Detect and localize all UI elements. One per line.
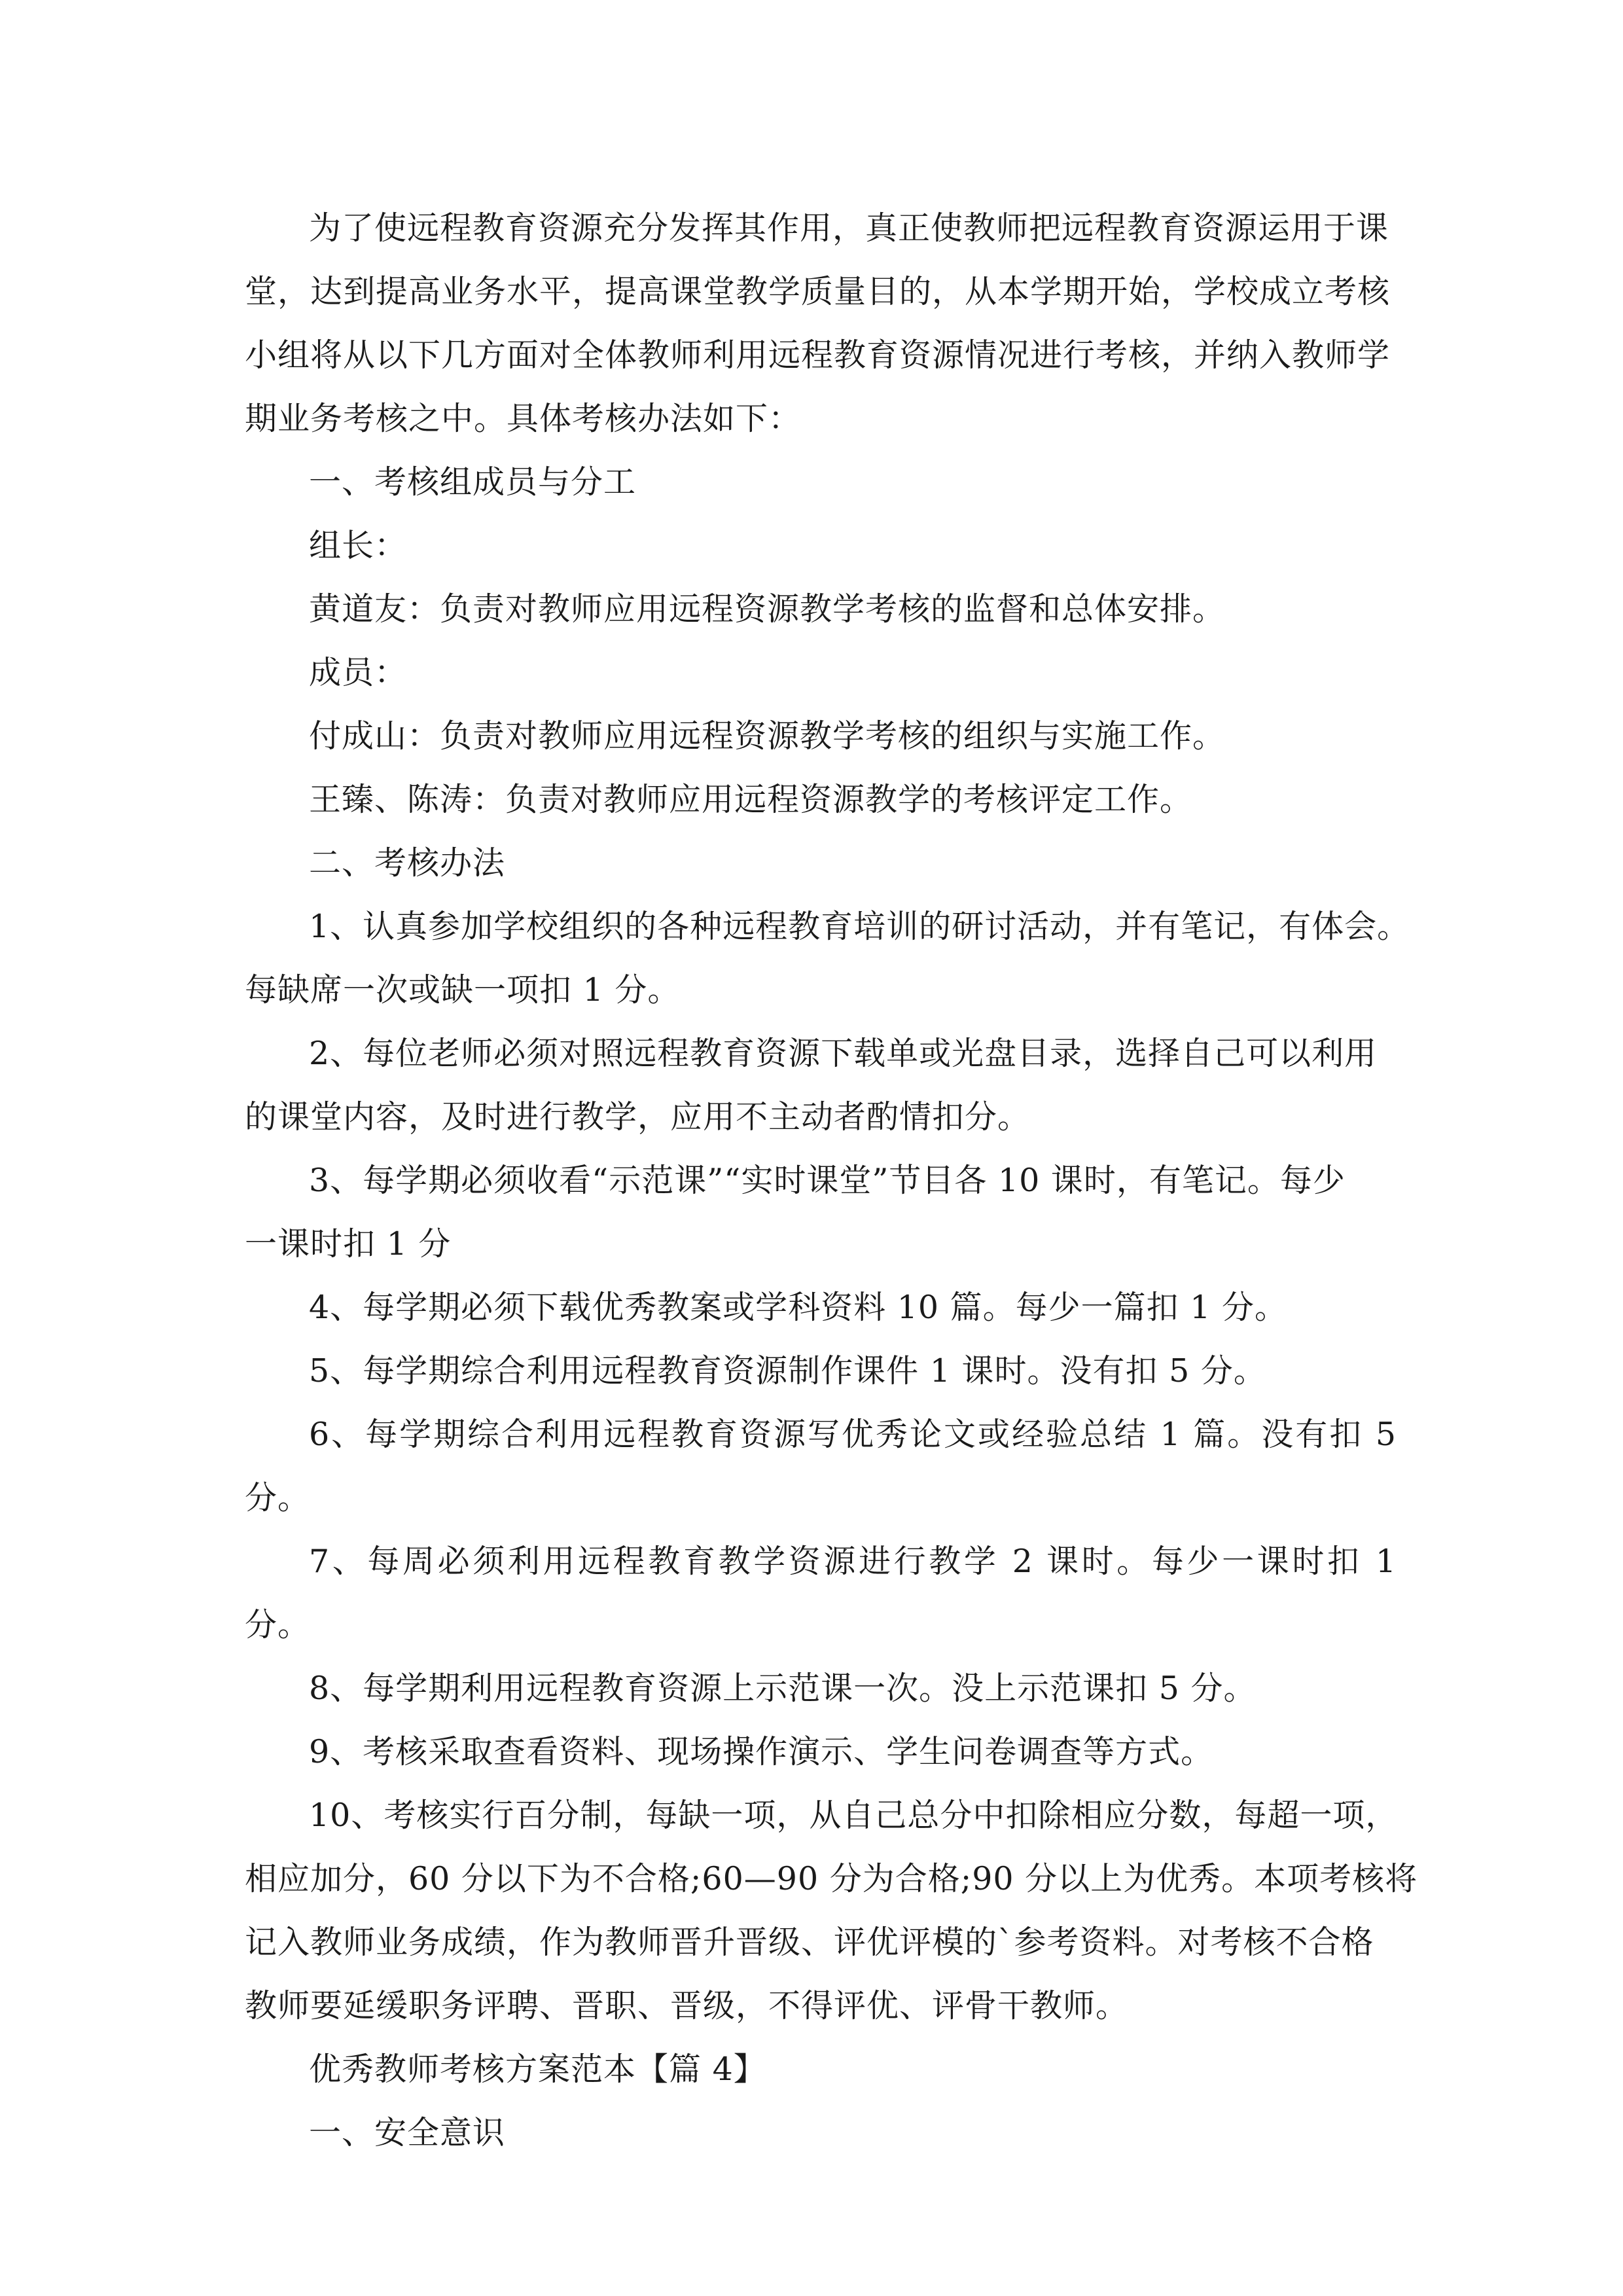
rule-line: 3、每学期必须收看“示范课”“实时课堂”节目各 10 课时，有笔记。每少 bbox=[309, 1162, 1346, 1199]
intro-line: 小组将从以下几方面对全体教师利用远程教育资源情况进行考核，并纳入教师学 bbox=[245, 336, 1391, 374]
next-section-heading: 一、安全意识 bbox=[309, 2114, 506, 2151]
rule-line: 一课时扣 1 分 bbox=[245, 1225, 452, 1263]
rule-item-6: 6、每学期综合利用远程教育资源写优秀论文或经验总结 1 篇。没有扣 5 分。 bbox=[245, 1416, 1397, 1516]
member1-duty: 付成山：负责对教师应用远程资源教学考核的组织与实施工作。 bbox=[309, 717, 1226, 755]
rule-line: 10、考核实行百分制，每缺一项，从自己总分中扣除相应分数，每超一项， bbox=[309, 1797, 1399, 1834]
rule-item-4: 4、每学期必须下载优秀教案或学科资料 10 篇。每少一篇扣 1 分。 bbox=[309, 1289, 1288, 1326]
intro-line: 堂，达到提高业务水平，提高课堂教学质量目的，从本学期开始，学校成立考核 bbox=[245, 273, 1391, 310]
rule-item-10 bbox=[245, 1784, 1418, 2037]
leader-label: 组长： bbox=[309, 527, 408, 564]
rule-item-7: 7、每周必须利用远程教育教学资源进行教学 2 课时。每少一课时扣 1 分。 bbox=[245, 1543, 1397, 1643]
rule-item-3 bbox=[245, 1149, 1397, 1276]
member2-duty: 王臻、陈涛：负责对教师应用远程资源教学的考核评定工作。 bbox=[309, 781, 1193, 818]
rule-line: 1、认真参加学校组织的各种远程教育培训的研讨活动，并有笔记，有体会。 bbox=[309, 908, 1410, 945]
rule-line: 2、每位老师必须对照远程教育资源下载单或光盘目录，选择自己可以利用 bbox=[309, 1035, 1378, 1072]
rule-item-8: 8、每学期利用远程教育资源上示范课一次。没上示范课扣 5 分。 bbox=[309, 1670, 1257, 1707]
next-article-title: 优秀教师考核方案范本【篇 4】 bbox=[309, 2051, 766, 2088]
members-label: 成员： bbox=[309, 654, 408, 691]
document-page bbox=[245, 196, 1418, 2164]
rule-line: 相应加分，60 分以下为不合格;60—90 分为合格;90 分以上为优秀。本项考核将 bbox=[245, 1860, 1418, 1897]
rule-item-1 bbox=[245, 895, 1410, 1022]
section2-heading: 二、考核办法 bbox=[309, 844, 506, 882]
rule-item-5: 5、每学期综合利用远程教育资源制作课件 1 课时。没有扣 5 分。 bbox=[309, 1352, 1266, 1390]
leader-duty: 黄道友：负责对教师应用远程资源教学考核的监督和总体安排。 bbox=[309, 590, 1226, 628]
rule-line: 记入教师业务成绩，作为教师晋升晋级、评优评模的`参考资料。对考核不合格 bbox=[245, 1924, 1374, 1961]
intro-paragraph bbox=[245, 196, 1397, 450]
rule-item-2 bbox=[245, 1022, 1397, 1149]
rule-line: 的课堂内容，及时进行教学，应用不主动者酌情扣分。 bbox=[245, 1098, 1031, 1136]
rule-item-9: 9、考核采取查看资料、现场操作演示、学生问卷调查等方式。 bbox=[309, 1733, 1214, 1770]
intro-line: 期业务考核之中。具体考核办法如下： bbox=[245, 400, 802, 437]
rule-line: 每缺席一次或缺一项扣 1 分。 bbox=[245, 971, 681, 1009]
rule-line: 教师要延缓职务评聘、晋职、晋级，不得评优、评骨干教师。 bbox=[245, 1987, 1129, 2024]
intro-line: 为了使远程教育资源充分发挥其作用，真正使教师把远程教育资源运用于课 bbox=[309, 209, 1389, 247]
section1-heading: 一、考核组成员与分工 bbox=[309, 463, 637, 501]
